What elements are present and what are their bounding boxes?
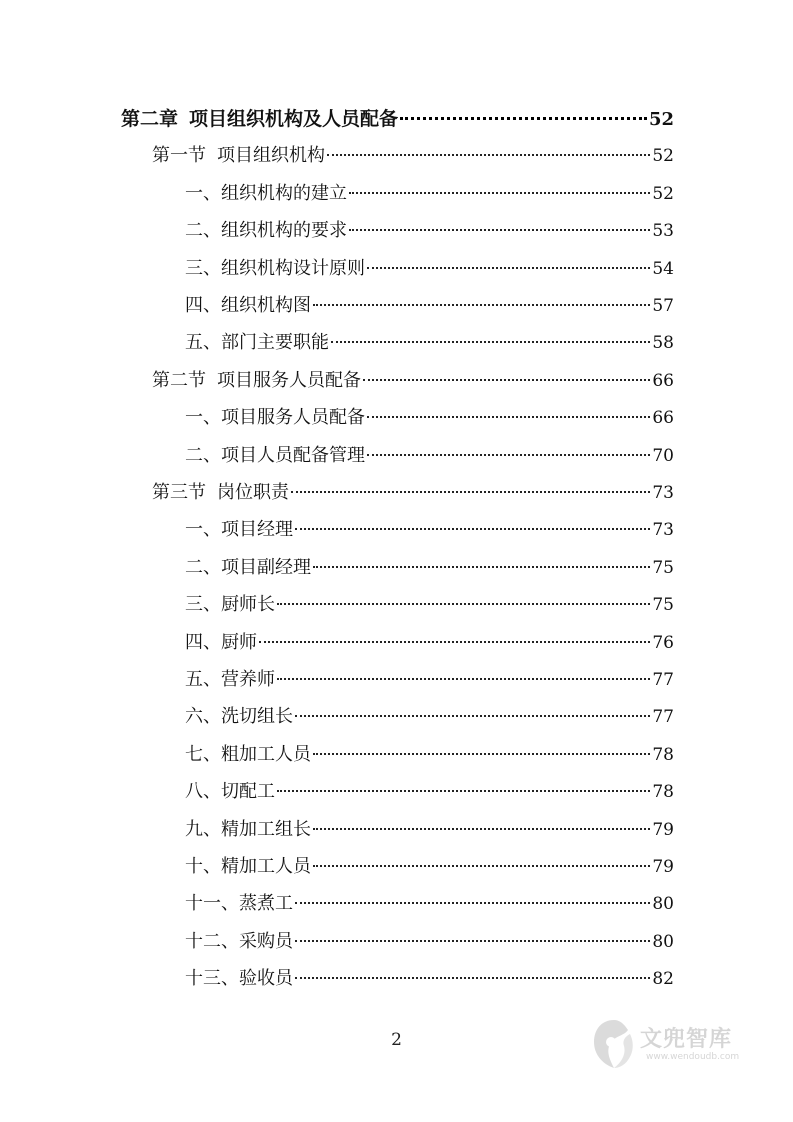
toc-entry-title <box>185 665 275 695</box>
toc-page-number: 79 <box>652 819 674 840</box>
dot-leader <box>313 865 650 867</box>
toc-entry-label: 十一、蒸煮工 <box>185 893 293 915</box>
toc-page-number: 53 <box>652 221 674 242</box>
toc-entry-label: 十三、验收员 <box>185 968 293 990</box>
dot-leader <box>327 154 650 156</box>
toc-entry-item[interactable] <box>185 515 674 545</box>
dot-leader <box>291 491 650 493</box>
toc-entry-title <box>121 104 398 134</box>
toc-entry-item[interactable] <box>185 291 674 321</box>
toc-entry-title <box>185 403 365 433</box>
toc-entry-heading: 项目组织机构 <box>217 145 325 167</box>
toc-entry-title <box>185 441 365 471</box>
watermark <box>588 1016 758 1076</box>
toc-page-number: 52 <box>652 183 674 204</box>
toc-entry-chapter[interactable] <box>121 104 674 134</box>
toc-entry-title <box>185 291 311 321</box>
toc-entry-title <box>185 852 311 882</box>
toc-page-number: 80 <box>652 931 674 952</box>
dot-leader <box>313 566 650 568</box>
wendou-logo-icon <box>588 1016 640 1072</box>
toc-entry-item[interactable] <box>185 328 674 358</box>
toc-page-number: 66 <box>652 408 674 429</box>
toc-entry-item[interactable] <box>185 927 674 957</box>
toc-page-number: 75 <box>652 557 674 578</box>
toc-entry-item[interactable] <box>185 254 674 284</box>
dot-leader <box>313 753 650 755</box>
toc-entry-title <box>185 964 293 994</box>
toc-page-number: 76 <box>652 632 674 653</box>
toc-entry-title <box>152 478 289 508</box>
toc-entry-label: 第二节 <box>152 369 206 391</box>
dot-leader <box>367 454 650 456</box>
toc-entry-item[interactable] <box>185 740 674 770</box>
toc-page-number: 80 <box>652 894 674 915</box>
toc-entry-title <box>185 216 347 246</box>
toc-page-number: 70 <box>652 445 674 466</box>
toc-entry-item[interactable] <box>185 441 674 471</box>
toc-page-number: 58 <box>652 333 674 354</box>
toc-page-number: 54 <box>652 258 674 279</box>
dot-leader <box>277 790 650 792</box>
dot-leader <box>295 902 650 904</box>
dot-leader <box>277 603 650 605</box>
toc-page-number: 77 <box>652 670 674 690</box>
dot-leader <box>295 528 650 530</box>
dot-leader <box>367 267 650 269</box>
toc-entry-title <box>185 590 275 620</box>
toc-entry-label: 六、洗切组长 <box>185 706 293 728</box>
toc-entry-title <box>185 553 311 583</box>
toc-entry-title <box>185 628 257 658</box>
toc-entry-section[interactable] <box>152 141 674 171</box>
toc-page-number: 75 <box>652 595 674 616</box>
toc-entry-item[interactable] <box>185 889 674 919</box>
toc-entry-label: 一、组织机构的建立 <box>185 182 347 204</box>
dot-leader <box>259 641 650 643</box>
dot-leader <box>400 117 647 120</box>
toc-entry-item[interactable] <box>185 628 674 658</box>
dot-leader <box>313 304 650 306</box>
watermark-title: 文兜智库 <box>640 1027 733 1052</box>
toc-entry-heading: 项目组织机构及人员配备 <box>189 108 399 130</box>
toc-entry-item[interactable] <box>185 665 674 695</box>
dot-leader <box>277 678 650 680</box>
toc-entry-title <box>185 815 311 845</box>
toc-entry-title <box>152 141 325 171</box>
toc-entry-title <box>185 740 311 770</box>
toc-entry-title <box>185 702 293 732</box>
toc-entry-label: 二、组织机构的要求 <box>185 220 347 242</box>
toc-entry-item[interactable] <box>185 590 674 620</box>
toc-entry-section[interactable] <box>152 478 674 508</box>
toc-page-number: 73 <box>652 483 674 503</box>
toc-page-number: 52 <box>648 109 674 130</box>
toc-page-number: 73 <box>652 520 674 541</box>
toc-page-number: 79 <box>652 857 674 877</box>
toc-entry-item[interactable] <box>185 702 674 732</box>
toc-entry-title <box>185 889 293 919</box>
dot-leader <box>367 416 650 418</box>
toc-entry-label: 二、项目人员配备管理 <box>185 444 365 466</box>
toc-entry-label: 四、组织机构图 <box>185 295 311 316</box>
toc-entry-title <box>152 366 361 396</box>
toc-entry-item[interactable] <box>185 553 674 583</box>
watermark-url: www.wendoudb.com <box>646 1052 740 1062</box>
toc-entry-label: 第二章 <box>121 108 179 130</box>
toc-entry-item[interactable] <box>185 216 674 246</box>
toc-entry-title <box>185 777 275 807</box>
toc-entry-item[interactable] <box>185 403 674 433</box>
page-number: 2 <box>391 1030 402 1050</box>
toc-entry-label: 十二、采购员 <box>185 930 293 952</box>
toc-entry-label: 五、部门主要职能 <box>185 332 329 354</box>
toc-entry-label: 九、精加工组长 <box>185 818 311 840</box>
dot-leader <box>349 192 650 194</box>
dot-leader <box>363 379 650 381</box>
toc-entry-title <box>185 254 365 284</box>
toc-entry-label: 四、厨师 <box>185 631 257 653</box>
toc-entry-label: 七、粗加工人员 <box>185 743 311 765</box>
toc-entry-title <box>185 328 329 358</box>
toc-entry-heading: 项目服务人员配备 <box>217 369 361 391</box>
toc-entry-label: 五、营养师 <box>185 669 275 690</box>
toc-page-number: 52 <box>652 146 674 167</box>
toc-entry-label: 第一节 <box>152 145 206 167</box>
dot-leader <box>313 828 650 830</box>
toc-entry-item[interactable] <box>185 964 674 994</box>
toc-entry-label: 十、精加工人员 <box>185 856 311 877</box>
toc-page-number: 78 <box>652 782 674 803</box>
toc-entry-item[interactable] <box>185 777 674 807</box>
dot-leader <box>295 977 650 979</box>
toc-entry-title <box>185 515 293 545</box>
toc-page-number: 82 <box>652 969 674 990</box>
toc-page-number: 77 <box>652 707 674 728</box>
toc-entry-item[interactable] <box>185 815 674 845</box>
toc-entry-label: 三、组织机构设计原则 <box>185 257 365 279</box>
toc-page-number: 66 <box>652 370 674 391</box>
toc-entry-label: 八、切配工 <box>185 781 275 803</box>
toc-entry-title <box>185 179 347 209</box>
dot-leader <box>295 940 650 942</box>
toc-page-number: 57 <box>652 296 674 316</box>
dot-leader <box>295 715 650 717</box>
toc-entry-heading: 岗位职责 <box>217 482 289 503</box>
toc-entry-label: 一、项目服务人员配备 <box>185 407 365 429</box>
toc-entry-label: 一、项目经理 <box>185 519 293 541</box>
dot-leader <box>349 229 650 231</box>
toc-entry-section[interactable] <box>152 366 674 396</box>
dot-leader <box>331 341 650 343</box>
toc-entry-label: 第三节 <box>152 482 206 503</box>
toc-entry-label: 二、项目副经理 <box>185 556 311 578</box>
toc-entry-item[interactable] <box>185 179 674 209</box>
toc-entry-item[interactable] <box>185 852 674 882</box>
toc-page-number: 78 <box>652 744 674 765</box>
toc-entry-title <box>185 927 293 957</box>
toc-entry-label: 三、厨师长 <box>185 594 275 616</box>
